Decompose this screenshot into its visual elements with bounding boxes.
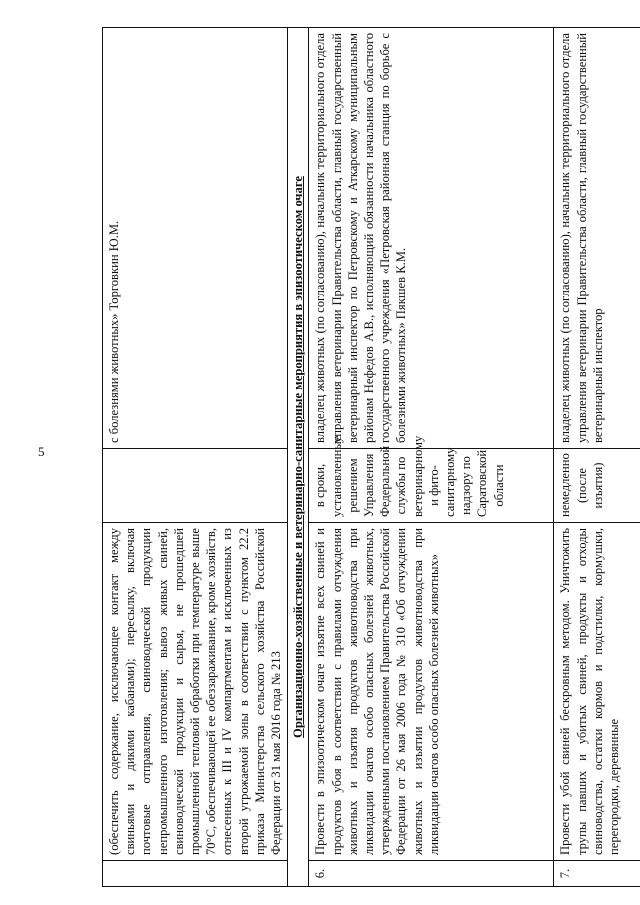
rotated-table-wrapper (102, 27, 622, 887)
term-cell: в сроки, установленные решением Управления Федеральной службы по ветеринарному и фито-санитарному надзору по Саратовской области (309, 449, 554, 523)
section-heading: Организационно-хозяйственные и ветеринарно-санитарные мероприятия в эпизоотическом очаге (288, 28, 309, 887)
responsible-cell: владелец животных (по согласованию), начальник территориального отдела управления ветеринарии Правительства области, главный государственный ветеринарный инспектор (554, 28, 640, 449)
term-cell (103, 449, 288, 523)
measures-table (102, 27, 640, 887)
row-number-cell: 7. (554, 861, 640, 887)
table-row (554, 28, 640, 887)
table-row (309, 28, 554, 887)
responsible-cell: владелец животных (по согласованию), начальник территориального отдела управления ветеринарии Правительства области, главный государственный ветеринарный инспектор по Петровскому и Аткарскому муниципальным районам Нефедов А.В., исполняющий обязанности начальника областного государственного учреждения «Петровская районная станция по борьбе с болезнями животных» Пякшев К.М. (309, 28, 554, 449)
section-heading-row (288, 28, 309, 887)
row-number-cell: 6. (309, 861, 554, 887)
term-cell: немедленно (после изъятия) (554, 449, 640, 523)
page-number: 5 (38, 444, 45, 459)
activity-cell: Провести убой свиней бескровным методом. Уничтожить трупы павших и убитых свиней, продукты и отходы свиноводства, остатки кормов и подстилки, кормушки, перегородки, деревянные (554, 523, 640, 861)
activity-cell: (обеспечить содержание, исключающее контакт между свиньями и дикими кабанами); пересылку, включая почтовые отправления, свиноводческой продукции непромышленного изготовления; вывоз живых свиней, свиноводческой продукции и сырья, не прошедшей промышленной тепловой обработки при температуре выше 70°С, обеспечивающей ее обеззараживание, кроме хозяйств, отнесенных к III и IV компартментам и исключенных из второй угрожаемой зоны в соответствии с пунктом 22.2 приказа Министерства сельского хозяйства Российской Федерации от 31 мая 2016 года № 213 (103, 523, 288, 861)
responsible-cell: с болезнями животных» Торговкин Ю.М. (103, 28, 288, 449)
row-number-cell (103, 861, 288, 887)
table-row-continued (103, 28, 288, 887)
document-sheet (102, 27, 622, 887)
activity-cell: Провести в эпизоотическом очаге изъятие всех свиней и продуктов убоя в соответствии с правилами отчуждения животных и изъятия продуктов животноводства при ликвидации очагов особо опасных болезней животных, утвержденными постановлением Правительства Российской Федерации от 26 мая 2006 года № 310 «Об отчуждении животных и изъятии продуктов животноводства при ликвидации очагов особо опасных болезней животных» (309, 523, 554, 861)
